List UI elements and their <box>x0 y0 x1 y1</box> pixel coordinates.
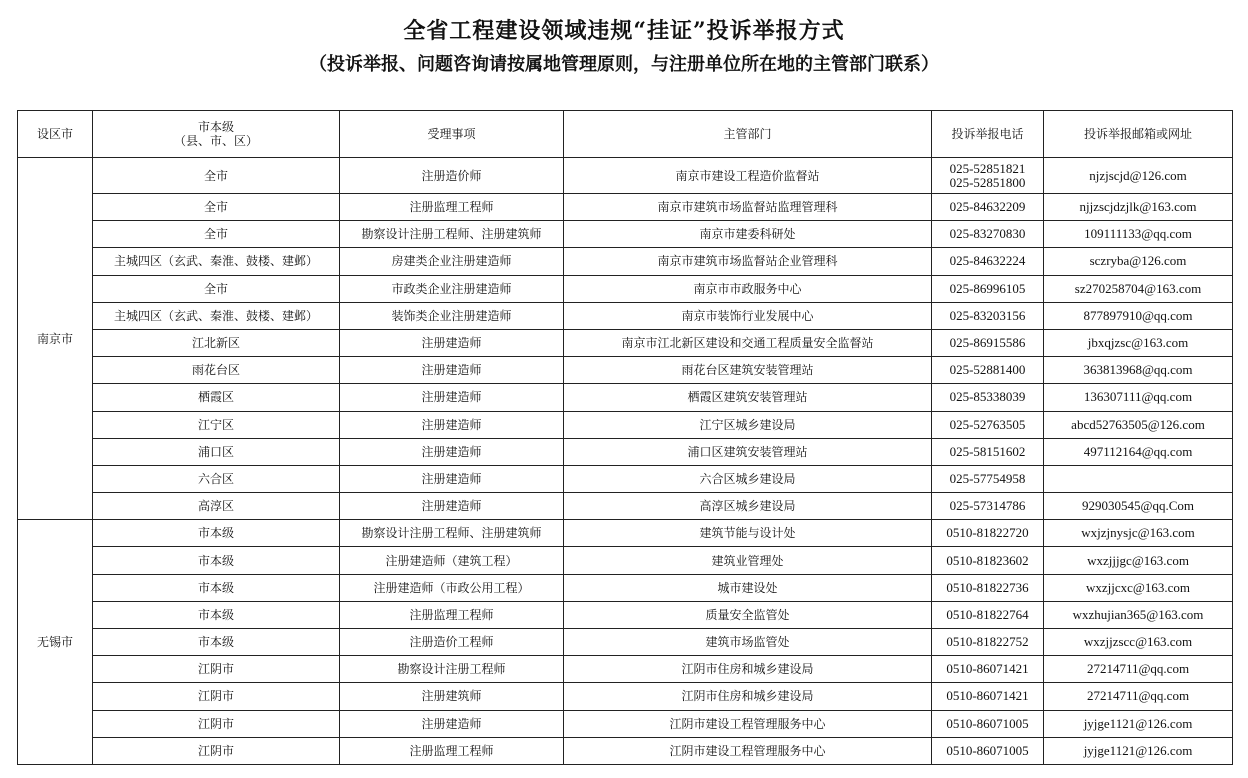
header-city: 设区市 <box>18 111 93 158</box>
cell-level: 高淳区 <box>93 493 340 520</box>
cell-dept: 南京市建筑市场监督站监理管理科 <box>564 194 932 221</box>
phone-number: 025-52763505 <box>949 416 1026 432</box>
table-row <box>18 275 1233 302</box>
cell-dept: 江阴市住房和城乡建设局 <box>564 683 932 710</box>
cell-matter: 注册建筑师 <box>340 683 564 710</box>
cell-dept: 栖霞区建筑安装管理站 <box>564 384 932 411</box>
cell-matter: 注册建造师 <box>340 438 564 465</box>
cell-dept: 浦口区建筑安装管理站 <box>564 438 932 465</box>
cell-phone <box>932 158 1044 194</box>
cell-email: 136307111@qq.com <box>1044 384 1233 411</box>
cell-matter: 注册造价工程师 <box>340 629 564 656</box>
cell-phone <box>932 221 1044 248</box>
cell-email: njjzscjdzjlk@163.com <box>1044 194 1233 221</box>
cell-email: wxzjjjgc@163.com <box>1044 547 1233 574</box>
phone-number: 025-84632224 <box>949 253 1026 269</box>
cell-dept: 六合区城乡建设局 <box>564 465 932 492</box>
cell-matter: 注册建造师 <box>340 384 564 411</box>
cell-dept: 江宁区城乡建设局 <box>564 411 932 438</box>
cell-level: 全市 <box>93 158 340 194</box>
header-matter: 受理事项 <box>340 111 564 158</box>
cell-matter: 勘察设计注册工程师、注册建筑师 <box>340 221 564 248</box>
cell-matter: 注册监理工程师 <box>340 737 564 764</box>
cell-matter: 注册建造师（市政公用工程） <box>340 574 564 601</box>
cell-matter: 注册建造师 <box>340 329 564 356</box>
cell-level: 江阴市 <box>93 656 340 683</box>
cell-email: sz270258704@163.com <box>1044 275 1233 302</box>
cell-city: 无锡市 <box>18 520 93 765</box>
cell-email: 363813968@qq.com <box>1044 357 1233 384</box>
cell-phone <box>932 574 1044 601</box>
phone-number: 025-86996105 <box>949 280 1026 296</box>
cell-matter: 注册建造师（建筑工程） <box>340 547 564 574</box>
phone-number: 025-52851821 <box>949 160 1026 176</box>
cell-level: 市本级 <box>93 547 340 574</box>
cell-phone <box>932 275 1044 302</box>
table-row <box>18 493 1233 520</box>
phone-number-secondary: 025-52851800 <box>949 174 1026 190</box>
cell-email: jbxqjzsc@163.com <box>1044 329 1233 356</box>
cell-email: 497112164@qq.com <box>1044 438 1233 465</box>
cell-matter: 注册监理工程师 <box>340 601 564 628</box>
cell-email: abcd52763505@126.com <box>1044 411 1233 438</box>
cell-email: sczryba@126.com <box>1044 248 1233 275</box>
cell-dept: 江阴市住房和城乡建设局 <box>564 656 932 683</box>
page-subtitle: （投诉举报、问题咨询请按属地管理原则，与注册单位所在地的主管部门联系） <box>309 54 939 75</box>
phone-number: 0510-81822736 <box>946 579 1029 595</box>
table-row <box>18 411 1233 438</box>
cell-dept: 建筑市场监管处 <box>564 629 932 656</box>
cell-level: 市本级 <box>93 601 340 628</box>
phone-number: 025-86915586 <box>949 335 1026 351</box>
cell-dept: 江阴市建设工程管理服务中心 <box>564 710 932 737</box>
phone-number: 025-85338039 <box>949 389 1026 405</box>
cell-email: wxzjjcxc@163.com <box>1044 574 1233 601</box>
cell-dept: 建筑业管理处 <box>564 547 932 574</box>
cell-phone <box>932 248 1044 275</box>
cell-city: 南京市 <box>18 158 93 520</box>
table-row <box>18 329 1233 356</box>
cell-phone <box>932 465 1044 492</box>
phone-number: 0510-81823602 <box>946 552 1029 568</box>
cell-level: 市本级 <box>93 520 340 547</box>
cell-email: wxzhujian365@163.com <box>1044 601 1233 628</box>
cell-level: 栖霞区 <box>93 384 340 411</box>
cell-matter: 注册监理工程师 <box>340 194 564 221</box>
table-row <box>18 601 1233 628</box>
cell-phone <box>932 520 1044 547</box>
cell-dept: 质量安全监管处 <box>564 601 932 628</box>
cell-phone <box>932 683 1044 710</box>
cell-phone <box>932 194 1044 221</box>
phone-number: 0510-86071421 <box>946 661 1029 677</box>
table-row <box>18 302 1233 329</box>
header-dept: 主管部门 <box>564 111 932 158</box>
cell-matter: 注册建造师 <box>340 357 564 384</box>
phone-number: 0510-86071005 <box>946 715 1029 731</box>
cell-phone <box>932 493 1044 520</box>
phone-number: 025-83203156 <box>949 307 1026 323</box>
cell-email: 27214711@qq.com <box>1044 656 1233 683</box>
cell-dept: 雨花台区建筑安装管理站 <box>564 357 932 384</box>
cell-email <box>1044 465 1233 492</box>
table-row <box>18 520 1233 547</box>
contact-table <box>17 110 1233 765</box>
phone-number: 0510-81822764 <box>946 606 1029 622</box>
header-phone: 投诉举报电话 <box>932 111 1044 158</box>
header-level <box>93 111 340 158</box>
phone-number: 025-58151602 <box>949 443 1026 459</box>
cell-phone <box>932 384 1044 411</box>
cell-phone <box>932 601 1044 628</box>
table-row <box>18 221 1233 248</box>
cell-matter: 注册造价师 <box>340 158 564 194</box>
header-level-line2: （县、市、区） <box>173 134 258 148</box>
phone-number: 0510-86071421 <box>946 688 1029 704</box>
table-row <box>18 710 1233 737</box>
table-row <box>18 357 1233 384</box>
cell-matter: 注册建造师 <box>340 493 564 520</box>
cell-matter: 注册建造师 <box>340 465 564 492</box>
cell-email: njzjscjd@126.com <box>1044 158 1233 194</box>
cell-phone <box>932 629 1044 656</box>
phone-number: 0510-86071005 <box>946 742 1029 758</box>
cell-dept: 城市建设处 <box>564 574 932 601</box>
phone-number: 025-57314786 <box>949 498 1026 514</box>
table-header <box>18 111 1233 158</box>
table-row <box>18 248 1233 275</box>
cell-dept: 高淳区城乡建设局 <box>564 493 932 520</box>
cell-dept: 南京市建委科研处 <box>564 221 932 248</box>
cell-phone <box>932 737 1044 764</box>
cell-level: 雨花台区 <box>93 357 340 384</box>
page-title: 全省工程建设领域违规“挂证”投诉举报方式 <box>403 18 845 44</box>
cell-dept: 建筑节能与设计处 <box>564 520 932 547</box>
table-row <box>18 158 1233 194</box>
cell-phone <box>932 547 1044 574</box>
phone-number: 025-83270830 <box>949 226 1026 242</box>
cell-level: 全市 <box>93 275 340 302</box>
cell-matter: 市政类企业注册建造师 <box>340 275 564 302</box>
cell-level: 六合区 <box>93 465 340 492</box>
phone-number: 025-52881400 <box>949 362 1026 378</box>
cell-email: wxjzjnysjc@163.com <box>1044 520 1233 547</box>
phone-number: 0510-81822752 <box>946 634 1029 650</box>
phone-number: 0510-81822720 <box>946 525 1029 541</box>
cell-email: 109111133@qq.com <box>1044 221 1233 248</box>
header-row <box>18 111 1233 158</box>
cell-dept: 江阴市建设工程管理服务中心 <box>564 737 932 764</box>
cell-dept: 南京市建设工程造价监督站 <box>564 158 932 194</box>
cell-phone <box>932 411 1044 438</box>
table-row <box>18 547 1233 574</box>
cell-level: 主城四区（玄武、秦淮、鼓楼、建邺） <box>93 248 340 275</box>
cell-level: 江阴市 <box>93 683 340 710</box>
cell-level: 全市 <box>93 221 340 248</box>
table-row <box>18 737 1233 764</box>
cell-email: 27214711@qq.com <box>1044 683 1233 710</box>
cell-level: 浦口区 <box>93 438 340 465</box>
cell-dept: 南京市市政服务中心 <box>564 275 932 302</box>
phone-number: 025-84632209 <box>949 199 1026 215</box>
header-level-line1: 市本级 <box>197 120 234 134</box>
cell-matter: 勘察设计注册工程师 <box>340 656 564 683</box>
cell-email: 877897910@qq.com <box>1044 302 1233 329</box>
table-row <box>18 194 1233 221</box>
cell-email: jyjge1121@126.com <box>1044 737 1233 764</box>
cell-matter: 注册建造师 <box>340 710 564 737</box>
cell-phone <box>932 438 1044 465</box>
cell-matter: 注册建造师 <box>340 411 564 438</box>
cell-email: wxzjjzscc@163.com <box>1044 629 1233 656</box>
table-row <box>18 683 1233 710</box>
cell-dept: 南京市江北新区建设和交通工程质量安全监督站 <box>564 329 932 356</box>
cell-email: 929030545@qq.Com <box>1044 493 1233 520</box>
cell-dept: 南京市装饰行业发展中心 <box>564 302 932 329</box>
table-row <box>18 574 1233 601</box>
table-row <box>18 384 1233 411</box>
cell-level: 全市 <box>93 194 340 221</box>
cell-level: 江阴市 <box>93 737 340 764</box>
cell-level: 市本级 <box>93 629 340 656</box>
cell-matter: 勘察设计注册工程师、注册建筑师 <box>340 520 564 547</box>
table-body <box>18 158 1233 765</box>
cell-level: 市本级 <box>93 574 340 601</box>
phone-number: 025-57754958 <box>949 470 1026 486</box>
cell-phone <box>932 357 1044 384</box>
cell-phone <box>932 656 1044 683</box>
header-email: 投诉举报邮箱或网址 <box>1044 111 1233 158</box>
table-row <box>18 465 1233 492</box>
table-row <box>18 438 1233 465</box>
cell-level: 主城四区（玄武、秦淮、鼓楼、建邺） <box>93 302 340 329</box>
cell-phone <box>932 302 1044 329</box>
cell-email: jyjge1121@126.com <box>1044 710 1233 737</box>
cell-level: 江阴市 <box>93 710 340 737</box>
cell-matter: 房建类企业注册建造师 <box>340 248 564 275</box>
cell-level: 江北新区 <box>93 329 340 356</box>
cell-dept: 南京市建筑市场监督站企业管理科 <box>564 248 932 275</box>
cell-matter: 装饰类企业注册建造师 <box>340 302 564 329</box>
table-row <box>18 629 1233 656</box>
table-row <box>18 656 1233 683</box>
cell-phone <box>932 710 1044 737</box>
cell-level: 江宁区 <box>93 411 340 438</box>
cell-phone <box>932 329 1044 356</box>
